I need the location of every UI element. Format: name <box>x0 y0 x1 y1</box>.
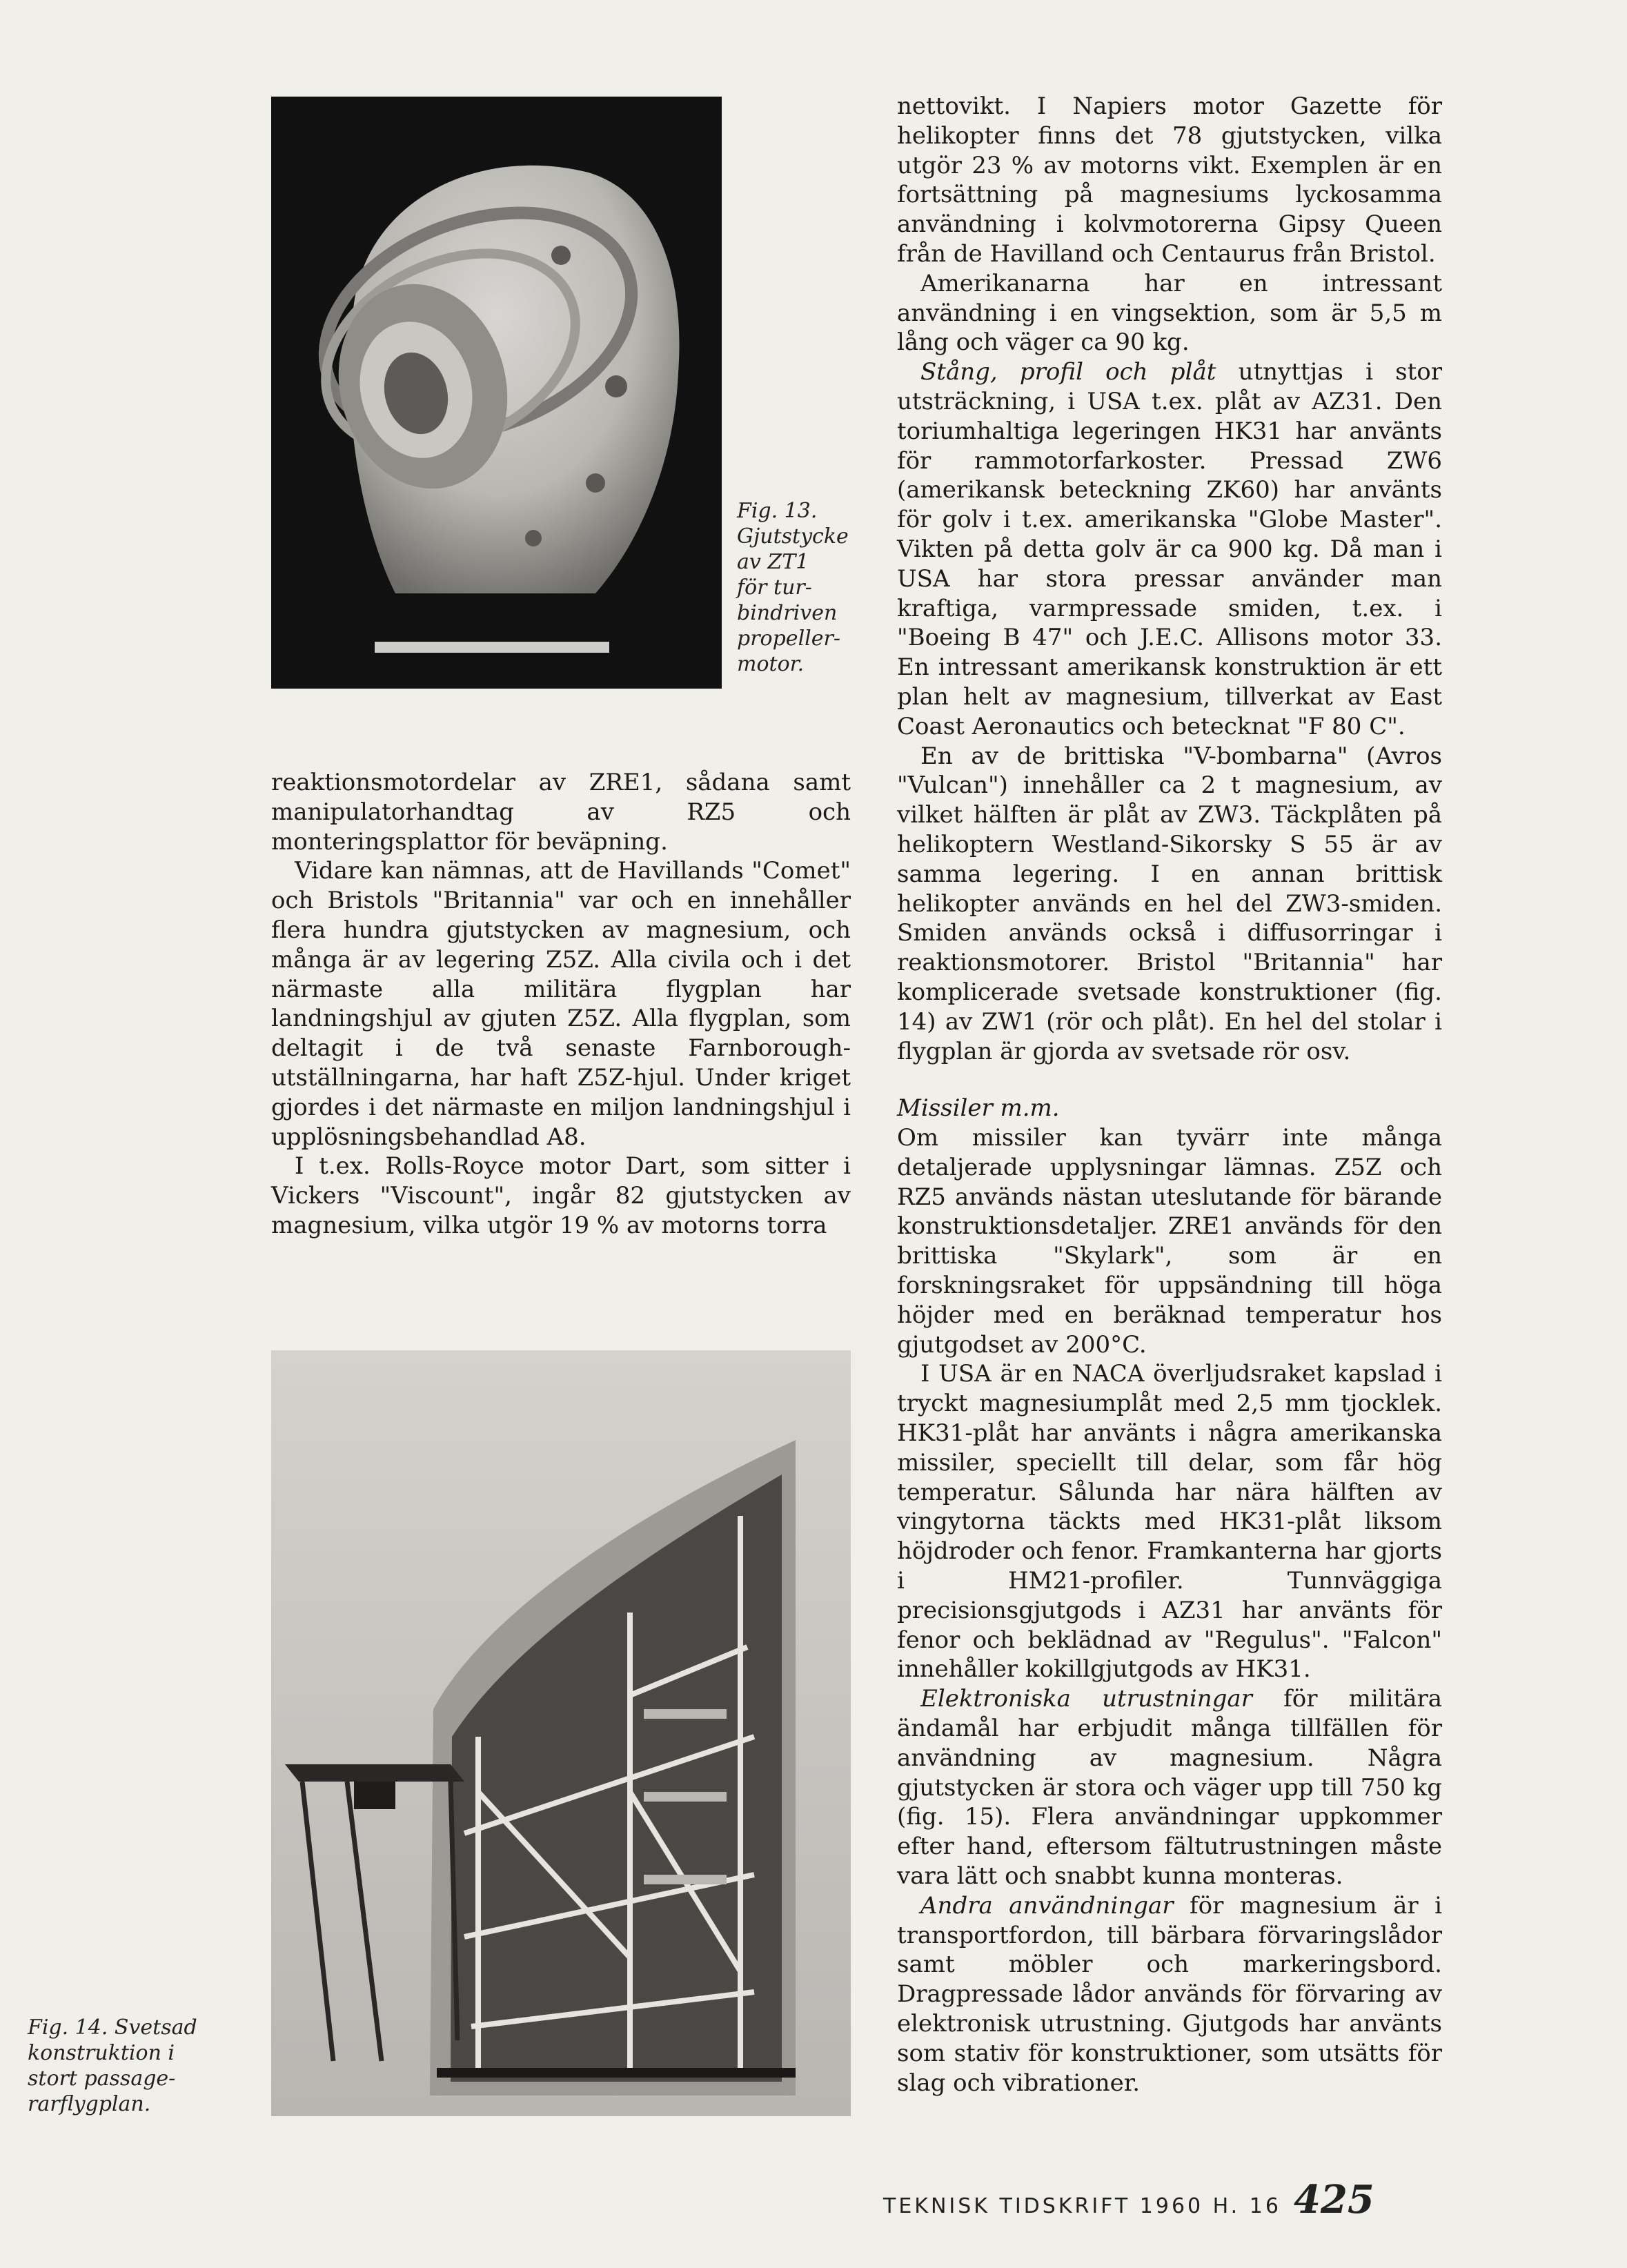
page-number: 425 <box>1293 2177 1374 2222</box>
paragraph: nettovikt. I Napiers motor Gazette för helikopter finns det 78 gjutstycken, vilka utgör 23 % av motorns vikt. Exemplen är en fortsättning på magnesiums lyckosamma användning i kolvmotorerna Gipsy Queen från de Havilland och Centaurus från Bristol. <box>897 92 1442 268</box>
engine-casting-image <box>271 97 722 689</box>
paragraph: I t.ex. Rolls-Royce motor Dart, som sitter i Vickers "Viscount", ingår 82 gjutstycken av magnesium, vilka utgör 19 % av motorns torra <box>271 1152 851 1239</box>
paragraph: Vidare kan nämnas, att de Havillands "Comet" och Bristols "Britannia" var och en innehåller flera hundra gjutstycken av magnesium, och många är av legering Z5Z. Alla civila och i det närmaste alla militära flygplan har landningshjul av gjuten Z5Z. Alla flygplan, som deltagit i de två senaste Farnborough-utställningarna, har haft Z5Z-hjul. Under kriget gjordes i det närmaste en miljon landningshjul i upplösningsbehandlad A8. <box>271 857 851 1151</box>
fig13-caption: Fig. 13. Gjutstycke av ZT1 för tur- bindriven propeller- motor. <box>737 499 849 676</box>
run-in-heading: Elektroniska utrustningar <box>920 1685 1252 1713</box>
journal-name: TEKNISK TIDSKRIFT 1960 H. 16 <box>883 2194 1281 2218</box>
paragraph: Om missiler kan tyvärr inte många detaljerade upplysningar lämnas. Z5Z och RZ5 används nästan uteslutande för bärande konstruktionsdetaljer. ZRE1 används för den brittiska "Skylark", som är en forskningsraket för uppsändning till höga höjder med en beräknad temperatur hos gjutgodset av 200°C. <box>897 1124 1442 1359</box>
section-heading: Missiler m.m. <box>897 1094 1060 1123</box>
fig14-photo <box>271 1350 851 2116</box>
page-footer <box>883 2177 1456 2222</box>
right-column-text <box>897 92 1442 2098</box>
paragraph: Elektroniska utrustningar för militära ändamål har erbjudit många tillfällen för användning av magnesium. Några gjutstycken är stora och väger upp till 750 kg (fig. 15). Flera användningar uppkommer efter hand, eftersom fältutrustningen måste vara lätt och snabbt kunna monteras. <box>897 1685 1442 1891</box>
welded-structure-image <box>271 1350 851 2116</box>
paragraph: Stång, profil och plåt utnyttjas i stor utsträckning, i USA t.ex. plåt av AZ31. Den toriumhaltiga legeringen HK31 har använts för rammotorfarkoster. Pressad ZW6 (amerikansk beteckning ZK60) har använts för golv i t.ex. amerikanska "Globe Master". Vikten på detta golv är ca 900 kg. Då man i USA har stora pressar använder man kraftiga, varmpressade smiden, t.ex. i "Boeing B 47" och J.E.C. Allisons motor 33. En intressant amerikansk konstruktion är ett plan helt av magnesium, tillverkat av East Coast Aeronautics och betecknat "F 80 C". <box>897 358 1442 740</box>
paragraph: Andra användningar för magnesium är i transportfordon, till bärbara förvaringslådor samt möbler och markeringsbord. Dragpressade lådor används för förvaring av elektronisk utrustning. Gjutgods har använts som stativ för konstruktioner, som utsätts för slag och vibrationer. <box>897 1891 1442 2097</box>
run-in-heading: Andra användningar <box>920 1891 1174 1920</box>
paragraph: Amerikanarna har en intressant användning i en vingsektion, som är 5,5 m lång och väger ca 90 kg. <box>897 269 1442 357</box>
run-in-heading: Stång, profil och plåt <box>920 358 1216 386</box>
left-column-text <box>271 768 851 1241</box>
paragraph: reaktionsmotordelar av ZRE1, sådana samt manipulatorhandtag av RZ5 och monteringsplattor för beväpning. <box>271 769 851 856</box>
fig14-caption: Fig. 14. Svetsad konstruktion i stort passage- rarflygplan. <box>28 2015 197 2116</box>
fig13-photo <box>271 97 722 689</box>
paragraph: En av de brittiska "V-bombarna" (Avros "Vulcan") innehåller ca 2 t magnesium, av vilket hälften är plåt av ZW3. Täckplåten på helikoptern Westland-Sikorsky S 55 är av samma legering. I en annan brittisk helikopter används en hel del ZW3-smiden. Smiden används också i diffusorringar i reaktionsmotorer. Bristol "Britannia" har komplicerade svetsade konstruktioner (fig. 14) av ZW1 (rör och plåt). En hel del stolar i flygplan är gjorda av svetsade rör osv. <box>897 742 1442 1065</box>
paragraph: I USA är en NACA överljudsraket kapslad i tryckt magnesiumplåt med 2,5 mm tjocklek. HK31-plåt har använts i några amerikanska missiler, speciellt till delar, som får hög temperatur. Sålunda har nära hälften av vingytorna täckts med HK31-plåt liksom höjdroder och fenor. Framkanterna har gjorts i HM21-profiler. Tunnväggiga precisionsgjutgods i AZ31 har använts för fenor och beklädnad av "Regulus". "Falcon" innehåller kokillgjutgods av HK31. <box>897 1360 1442 1684</box>
